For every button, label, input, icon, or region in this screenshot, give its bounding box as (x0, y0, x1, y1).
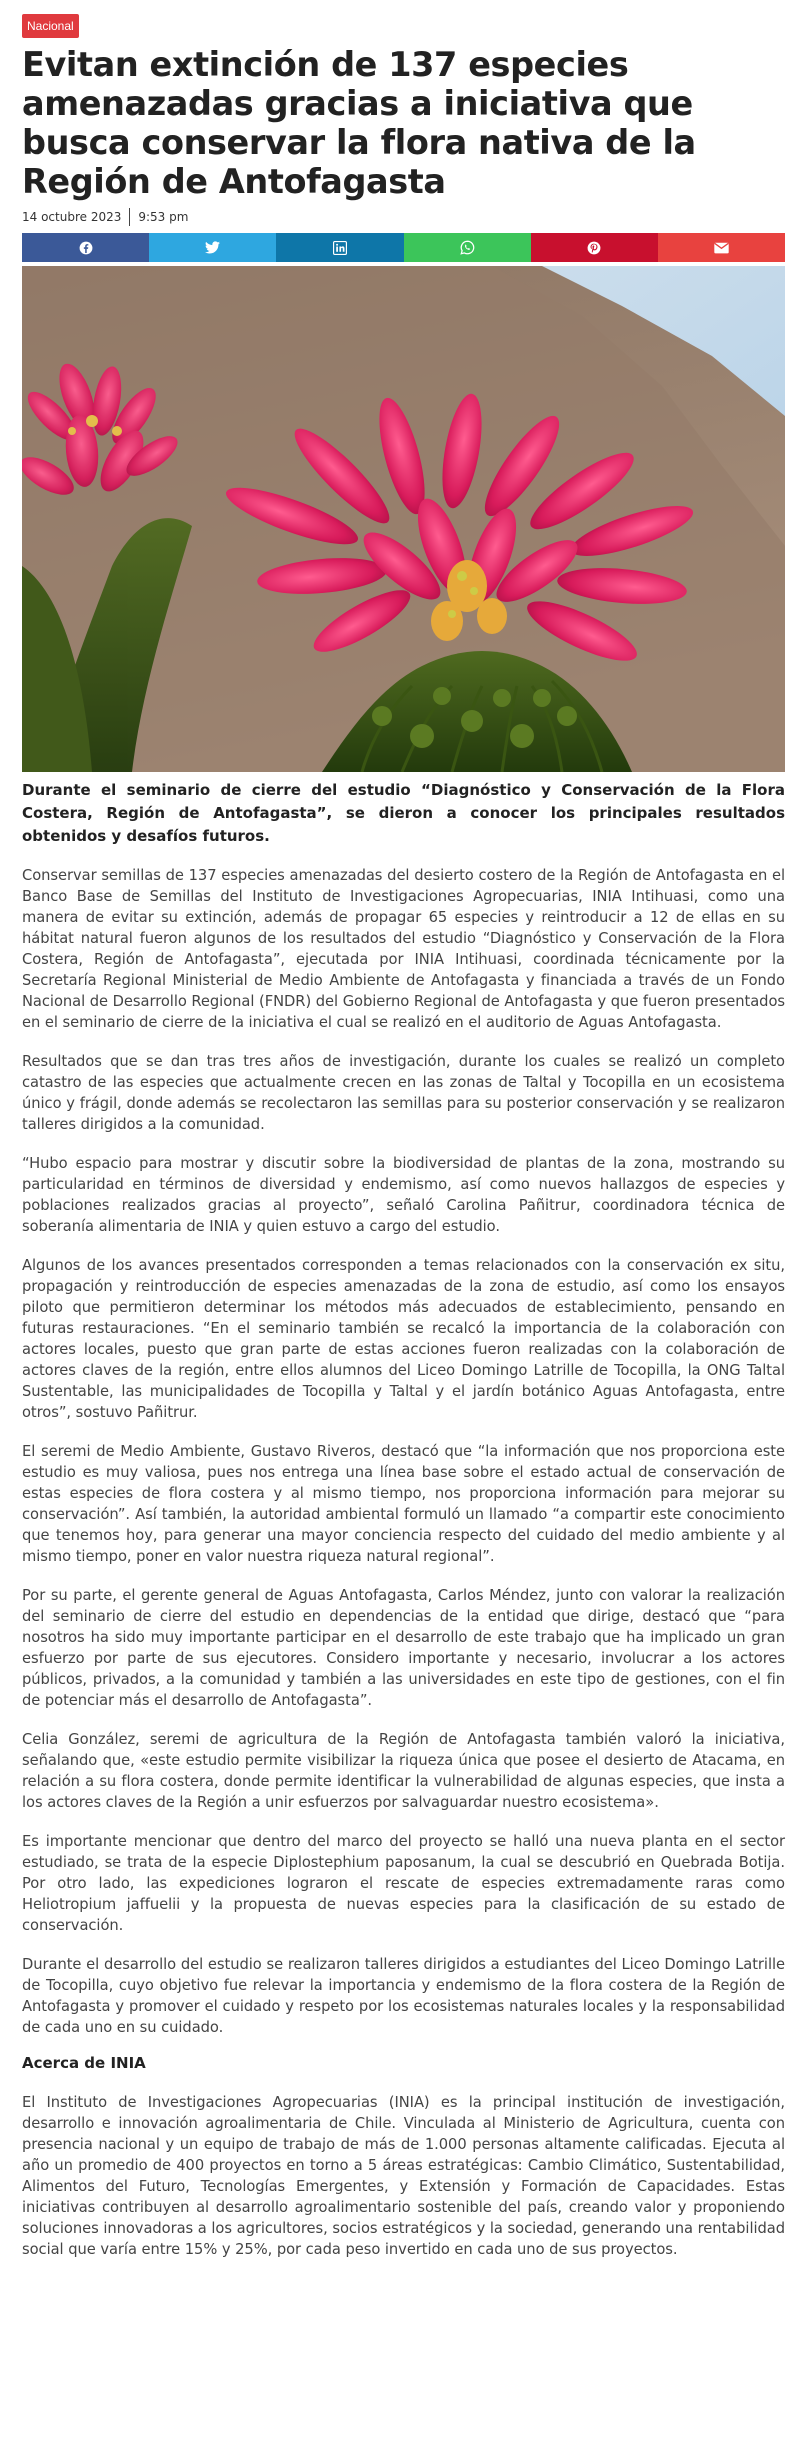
body-paragraph: Por su parte, el gerente general de Aguas Antofagasta, Carlos Méndez, junto con valorar la realización del seminario de cierre del estudio en dependencias de la entidad que dirige, destacó que “para nosotros ha sido muy importante participar en el desarrollo de este trabajo que ha implicado un gran esfuerzo por parte de sus ejecutores. Considero importante y necesario, involucrar a los actores públicos, privados, a la comunidad y también a las universidades en este tipo de gestiones, con el fin de potenciar más el desarrollo de Antofagasta”. (22, 1587, 785, 1709)
article-title: Evitan extinción de 137 especies amenazadas gracias a iniciativa que busca conservar la flora nativa de la Región de Antofagasta (22, 45, 696, 201)
facebook-icon (79, 241, 93, 255)
body-paragraph: El Instituto de Investigaciones Agropecuarias (INIA) es la principal institución de investigación, desarrollo e innovación agroalimentaria de Chile. Vinculada al Ministerio de Agricultura, cuenta con presencia nacional y un equipo de trabajo de más de 1.000 personas altamente calificadas. Ejecuta al año un promedio de 400 proyectos en torno a 5 áreas estratégicas: Cambio Climático, Sustentabilidad, Alimentos del Futuro, Tecnologías Emergentes, y Extensión y Formación de Capacidades. Estas iniciativas contribuyen al desarrollo agroalimentario sostenible del país, creando valor y proponiendo soluciones innovadoras a los agricultores, socios estratégicos y la sociedad, generando una rentabilidad social que varía entre 15% y 25%, por cada peso invertido en cada uno de sus proyectos. (22, 2094, 785, 2258)
body-paragraph: “Hubo espacio para mostrar y discutir sobre la biodiversidad de plantas de la zona, mostrando su particularidad en términos de diversidad y endemismo, así como nuevos hallazgos de especies y poblaciones realizados gracias al proyecto”, señaló Carolina Pañitrur, coordinadora técnica de soberanía alimentaria de INIA y quien estuvo a cargo del estudio. (22, 1155, 785, 1235)
body-paragraph: Algunos de los avances presentados corresponden a temas relacionados con la conservación ex situ, propagación y reintroducción de especies amenazadas de la zona de estudio, así como los ensayos piloto que permitieron determinar los métodos más adecuados de establecimiento, pensando en futuras restauraciones. “En el seminario también se recalcó la importancia de la colaboración con actores locales, puesto que gran parte de estas acciones fueron realizadas con la colaboración de actores claves de la región, entre ellos alumnos del Liceo Domingo Latrille de Tocopilla, la ONG Taltal Sustentable, las municipalidades de Tocopilla y Taltal y el jardín botánico Aguas Antofagasta, entre otros”, sostuvo Pañitrur. (22, 1257, 785, 1421)
pinterest-icon (587, 241, 601, 255)
section-heading: Acerca de INIA (22, 2054, 146, 2072)
publish-time: 9:53 pm (138, 210, 189, 224)
meta-divider (129, 208, 130, 226)
body-paragraph: Durante el desarrollo del estudio se realizaron talleres dirigidos a estudiantes del Liceo Domingo Latrille de Tocopilla, cuyo objetivo fue relevar la importancia y endemismo de la flora costera de la Región de Antofagasta y promover el cuidado y respeto por los ecosistemas naturales locales y la responsabilidad de cada uno en su cuidado. (22, 1956, 785, 2036)
publish-date: 14 octubre 2023 (22, 210, 122, 224)
article-meta (22, 207, 785, 227)
body-paragraph: Celia González, seremi de agricultura de la Región de Antofagasta también valoró la iniciativa, señalando que, «este estudio permite visibilizar la riqueza única que posee el desierto de Atacama, en relación a su flora costera, donde permite identificar la vulnerabilidad de algunas especies, que insta a los actores claves de la Región a unir esfuerzos por salvaguardar nuestro ecosistema». (22, 1731, 785, 1811)
body-paragraph: El seremi de Medio Ambiente, Gustavo Riveros, destacó que “la información que nos proporciona este estudio es muy valiosa, pues nos entrega una línea base sobre el estado actual de conservación de estas especies de flora costera y al mismo tiempo, nos proporciona información para mejorar su conservación”. Así también, la autoridad ambiental formuló un llamado “a compartir este conocimiento que tenemos hoy, para generar una mayor conciencia respecto del cuidado del medio ambiente y al mismo tiempo, poner en valor nuestra riqueza natural regional”. (22, 1443, 785, 1565)
share-pinterest-button[interactable] (531, 233, 658, 262)
share-email-button[interactable] (658, 233, 785, 262)
email-icon (714, 242, 729, 254)
body-paragraph: Es importante mencionar que dentro del marco del proyecto se halló una nueva planta en el sector estudiado, se trata de la especie Diplostephium paposanum, la cual se descubrió en Quebrada Botija. Por otro lado, las expediciones lograron el rescate de especies extremadamente raras como Heliotropium jaffuelii y la propuesta de nuevas especies para la clasificación de su estado de conservación. (22, 1833, 785, 1934)
share-linkedin-button[interactable] (276, 233, 403, 262)
linkedin-icon (333, 241, 347, 255)
body-paragraph: Resultados que se dan tras tres años de investigación, durante los cuales se realizó un completo catastro de las especies que actualmente crecen en las zonas de Taltal y Tocopilla en un ecosistema único y frágil, donde además se recolectaron las semillas para su posterior conservación y se realizaron talleres dirigidos a la comunidad. (22, 1053, 785, 1133)
image-caption: Durante el seminario de cierre del estudio “Diagnóstico y Conservación de la Flora Costera, Región de Antofagasta”, se dieron a conocer los principales resultados obtenidos y desafíos futuros. (22, 781, 785, 845)
share-facebook-button[interactable] (22, 233, 149, 262)
share-bar (22, 233, 785, 262)
share-whatsapp-button[interactable] (404, 233, 531, 262)
body-paragraph: Conservar semillas de 137 especies amenazadas del desierto costero de la Región de Antofagasta en el Banco Base de Semillas del Instituto de Investigaciones Agropecuarias, INIA Intihuasi, como una manera de evitar su extinción, además de propagar 65 especies y reintroducir a 12 de ellas en su hábitat natural fueron algunos de los resultados del estudio “Diagnóstico y Conservación de la Flora Costera, Región de Antofagasta”, ejecutada por INIA Intihuasi, coordinada técnicamente por la Secretaría Regional Ministerial de Medio Ambiente de Antofagasta y financiada a través de un Fondo Nacional de Desarrollo Regional (FNDR) del Gobierno Regional de Antofagasta y que fueron presentados en el seminario de cierre de la iniciativa el cual se realizó en el auditorio de Aguas Antofagasta. (22, 867, 785, 1031)
hero-flower-photo (22, 266, 785, 772)
share-twitter-button[interactable] (149, 233, 276, 262)
twitter-icon (205, 241, 220, 254)
category-badge[interactable]: Nacional (22, 14, 79, 38)
article-body (22, 865, 785, 2260)
whatsapp-icon (460, 240, 475, 255)
